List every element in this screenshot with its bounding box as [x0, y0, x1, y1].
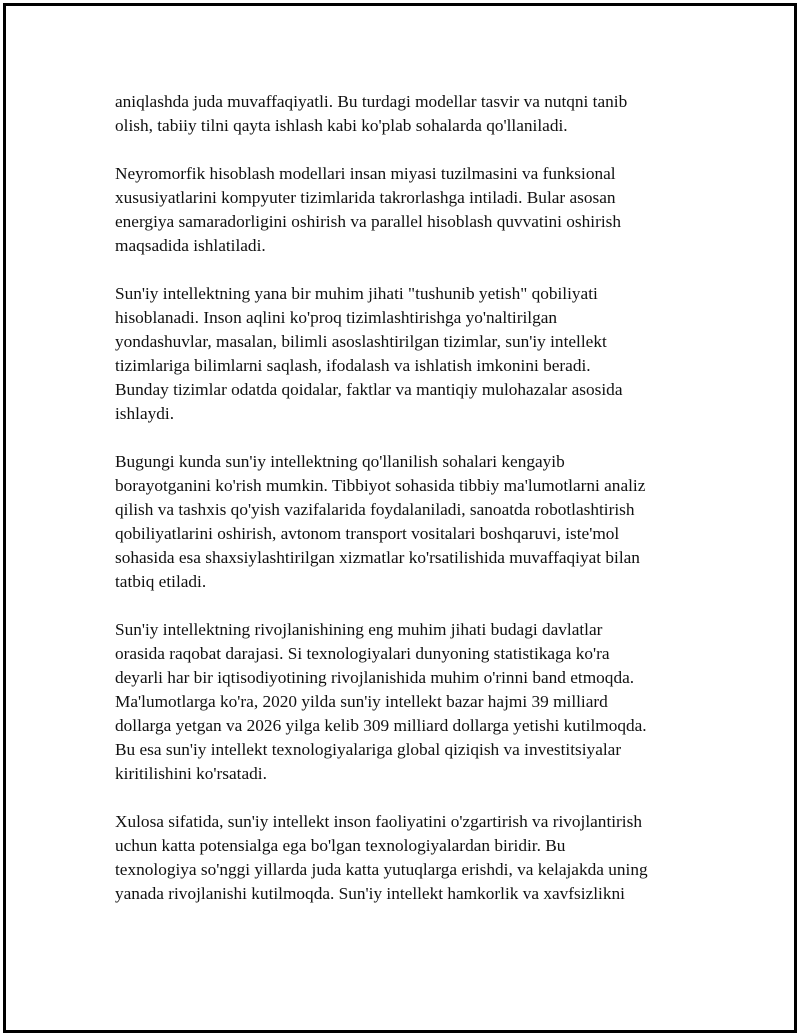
- text-line: Bunday tizimlar odatda qoidalar, faktlar va mantiqiy mulohazalar asosida: [115, 380, 623, 399]
- text-line: olish, tabiiy tilni qayta ishlash kabi ko'plab sohalarda qo'llaniladi.: [115, 116, 568, 135]
- text-line: hisoblanadi. Inson aqlini ko'proq tizimlashtirishga yo'naltirilgan: [115, 308, 558, 327]
- text-line: Bu esa sun'iy intellekt texnologiyalariga global qiziqish va investitsiyalar: [115, 740, 622, 759]
- text-line: sohasida esa shaxsiylashtirilgan xizmatlar ko'rsatilishida muvaffaqiyat bilan: [115, 548, 640, 567]
- paragraph-1: [115, 90, 695, 138]
- text-line: orasida raqobat darajasi. Si texnologiyalari dunyoning statistikaga ko'ra: [115, 644, 610, 663]
- text-line: Xulosa sifatida, sun'iy intellekt inson faoliyatini o'zgartirish va rivojlantirish: [115, 812, 642, 831]
- text-line: xususiyatlarini kompyuter tizimlarida takrorlashga intiladi. Bular asosan: [115, 188, 616, 207]
- text-line: energiya samaradorligini oshirish va parallel hisoblash quvvatini oshirish: [115, 212, 622, 231]
- text-line: Bugungi kunda sun'iy intellektning qo'llanilish sohalari kengayib: [115, 452, 565, 471]
- text-line: Ma'lumotlarga ko'ra, 2020 yilda sun'iy intellekt bazar hajmi 39 milliard: [115, 692, 608, 711]
- text-line: dollarga yetgan va 2026 yilga kelib 309 milliard dollarga yetishi kutilmoqda.: [115, 716, 647, 735]
- text-line: ishlaydi.: [115, 404, 175, 423]
- text-line: maqsadida ishlatiladi.: [115, 236, 266, 255]
- text-line: qobiliyatlarini oshirish, avtonom transport vositalari boshqaruvi, iste'mol: [115, 524, 620, 543]
- text-line: Neyromorfik hisoblash modellari insan miyasi tuzilmasini va funksional: [115, 164, 616, 183]
- paragraph-3: [115, 282, 695, 426]
- text-line: deyarli har bir iqtisodiyotining rivojlanishida muhim o'rinni band etmoqda.: [115, 668, 635, 687]
- text-line: texnologiya so'nggi yillarda juda katta yutuqlarga erishdi, va kelajakda uning: [115, 860, 648, 879]
- text-line: yondashuvlar, masalan, bilimli asoslashtirilgan tizimlar, sun'iy intellekt: [115, 332, 607, 351]
- text-line: yanada rivojlanishi kutilmoqda. Sun'iy intellekt hamkorlik va xavfsizlikni: [115, 884, 625, 903]
- text-line: borayotganini ko'rish mumkin. Tibbiyot sohasida tibbiy ma'lumotlarni analiz: [115, 476, 646, 495]
- text-line: tatbiq etiladi.: [115, 572, 207, 591]
- text-line: tizimlariga bilimlarni saqlash, ifodalash va ishlatish imkonini beradi.: [115, 356, 591, 375]
- paragraph-6: [115, 810, 695, 906]
- text-line: Sun'iy intellektning rivojlanishining eng muhim jihati budagi davlatlar: [115, 620, 603, 639]
- text-line: uchun katta potensialga ega bo'lgan texnologiyalardan biridir. Bu: [115, 836, 566, 855]
- document-body: [115, 90, 695, 930]
- text-line: aniqlashda juda muvaffaqiyatli. Bu turdagi modellar tasvir va nutqni tanib: [115, 92, 628, 111]
- paragraph-5: [115, 618, 695, 786]
- text-line: qilish va tashxis qo'yish vazifalarida foydalaniladi, sanoatda robotlashtirish: [115, 500, 635, 519]
- paragraph-4: [115, 450, 695, 594]
- paragraph-2: [115, 162, 695, 258]
- text-line: kiritilishini ko'rsatadi.: [115, 764, 267, 783]
- text-line: Sun'iy intellektning yana bir muhim jihati "tushunib yetish" qobiliyati: [115, 284, 598, 303]
